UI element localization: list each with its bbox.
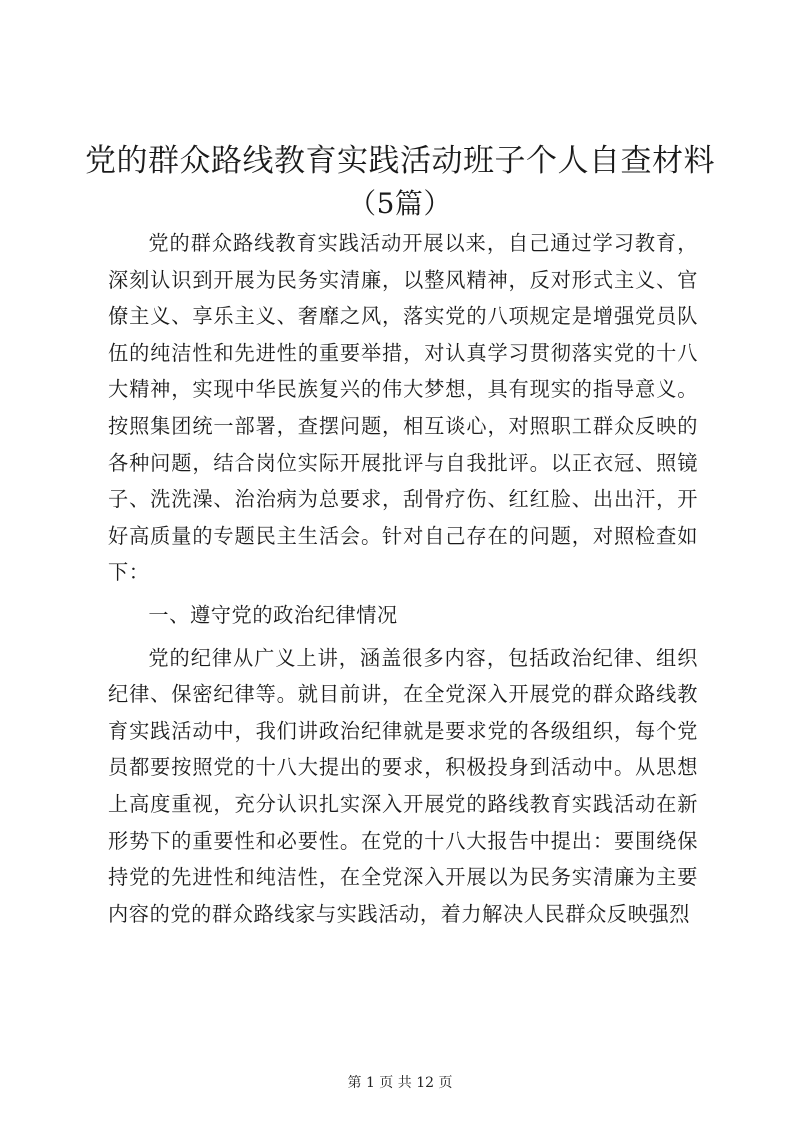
body-paragraph: 党的纪律从广义上讲，涵盖很多内容，包括政治纪律、组织纪律、保密纪律等。就目前讲，在全党深入开展党的群众路线教育实践活动中，我们讲政治纪律就是要求党的各级组织，每个党员都要按照党的十八大提出的要求，积极投身到活动中。从思想上高度重视，充分认识扎实深入开展党的路线教育实践活动在新形势下的重要性和必要性。在党的十八大报告中提出：要围绕保持党的先进性和纯洁性，在全党深入开展以为民务实清廉为主要内容的党的群众路线家与实践活动，着力解决人民群众反映强烈 xyxy=(108,645,698,926)
body-paragraph-intro: 党的群众路线教育实践活动开展以来，自己通过学习教育，深刻认识到开展为民务实清廉，以整风精神，反对形式主义、官僚主义、享乐主义、奢靡之风，落实党的八项规定是增强党员队伍的纯洁性和先进性的重要举措，对认真学习贯彻落实党的十八大精神，实现中华民族复兴的伟大梦想，具有现实的指导意义。按照集团统一部署，查摆问题，相互谈心，对照职工群众反映的各种问题，结合岗位实际开展批评与自我批评。以正衣冠、照镜子、洗洗澡、治治病为总要求，刮骨疗伤、红红脸、出出汗，开好高质量的专题民主生活会。针对自己存在的问题，对照检查如下： xyxy=(108,231,698,585)
document-body xyxy=(108,225,698,932)
section-heading: 一、遵守党的政治纪律情况 xyxy=(148,602,398,627)
document-title: 党的群众路线教育实践活动班子个人自查材料 xyxy=(85,143,715,179)
page-footer: 第 1 页 共 12 页 xyxy=(347,1075,453,1091)
document-title-count: （5篇） xyxy=(348,187,452,220)
